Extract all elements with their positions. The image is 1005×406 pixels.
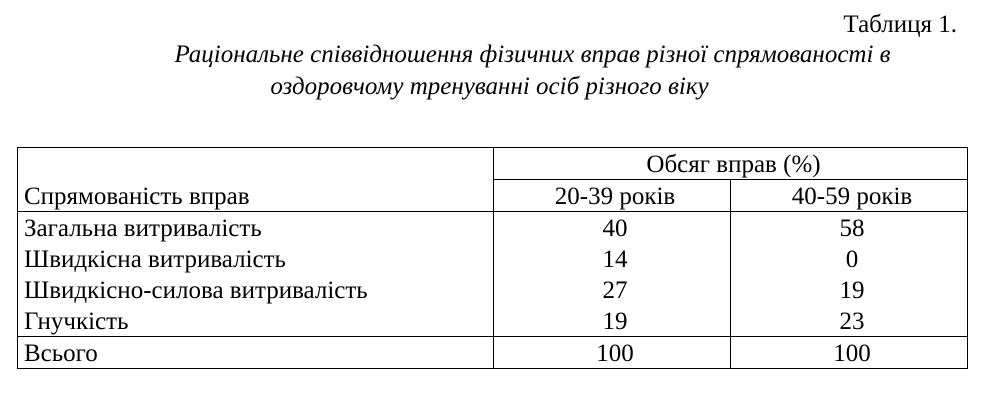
table-row xyxy=(18,212,968,244)
table-number: Таблиця 1. xyxy=(843,11,957,38)
table-row xyxy=(18,243,968,274)
data-table xyxy=(17,147,968,369)
row-label: Швидкісна витривалість xyxy=(18,243,494,274)
row-label: Швидкісно-силова витривалість xyxy=(18,274,494,305)
table-caption-line-2: оздоровчому тренуванні осіб різного віку xyxy=(270,73,709,100)
row-label: Гнучкість xyxy=(18,305,494,337)
row-value-20-39: 14 xyxy=(494,243,731,274)
header-row-label: Спрямованість вправ xyxy=(18,148,494,212)
header-col-20-39: 20-39 років xyxy=(494,180,731,212)
table-row xyxy=(18,274,968,305)
total-row xyxy=(18,337,968,369)
total-label: Всього xyxy=(18,337,494,369)
row-value-20-39: 19 xyxy=(494,305,731,337)
row-value-20-39: 40 xyxy=(494,212,731,244)
row-value-20-39: 27 xyxy=(494,274,731,305)
total-value-40-59: 100 xyxy=(731,337,968,369)
row-value-40-59: 19 xyxy=(731,274,968,305)
row-value-40-59: 58 xyxy=(731,212,968,244)
table-caption-line-1: Раціональне співвідношення фізичних вправ різної спрямованості в xyxy=(174,41,891,68)
header-row-1 xyxy=(18,148,968,180)
table-row xyxy=(18,305,968,337)
total-value-20-39: 100 xyxy=(494,337,731,369)
row-value-40-59: 23 xyxy=(731,305,968,337)
header-col-40-59: 40-59 років xyxy=(731,180,968,212)
header-group-label: Обсяг вправ (%) xyxy=(494,148,968,180)
row-label: Загальна витривалість xyxy=(18,212,494,244)
row-value-40-59: 0 xyxy=(731,243,968,274)
